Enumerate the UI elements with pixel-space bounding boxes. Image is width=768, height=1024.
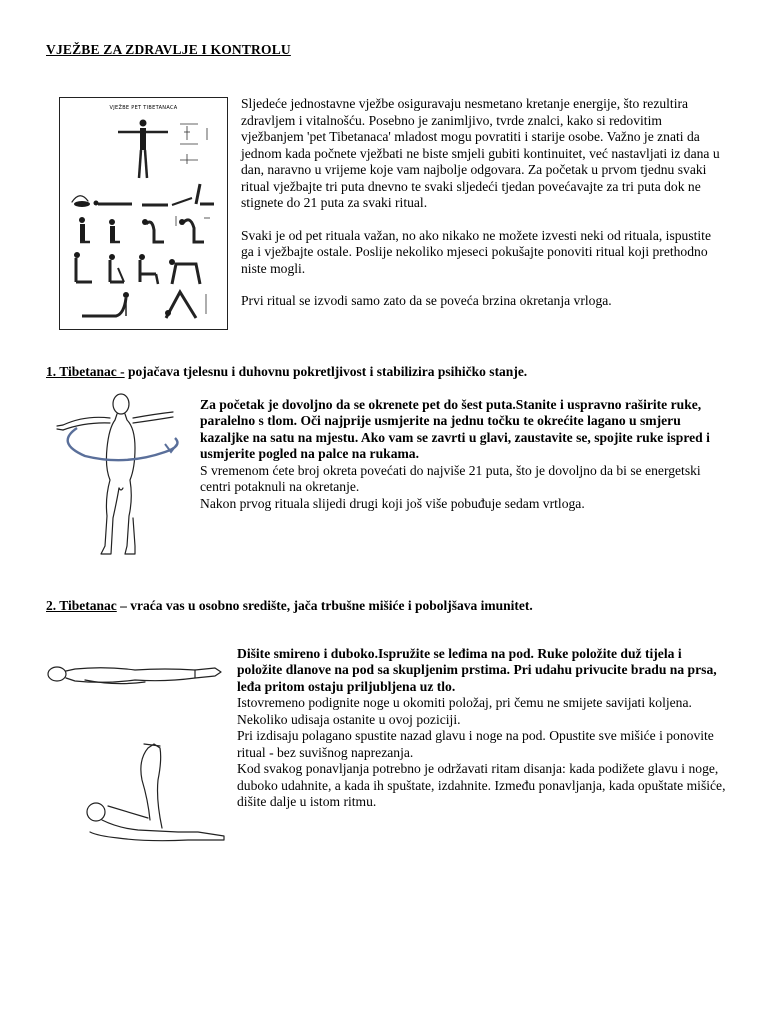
section-2-heading-text: – vraća vas u osobno središte, jača trbušne mišiće i poboljšava imunitet. bbox=[116, 598, 533, 613]
spinning-figure-illustration bbox=[55, 388, 190, 563]
section-1-text bbox=[200, 397, 720, 512]
section-2-normal-text: Istovremeno podignite noge u okomiti položaj, pri čemu ne smijete savijati koljena. Nekoliko udisaja ostanite u ovoj poziciji. Pri izdisaju polagano spustite nazad glavu i noge na pod. Opustite sve mišiće i ponovite ritual - bez suvišnog naprezanja. Kod svakog ponavljanja potrebno je održavati ritam disanja: kada podižete glavu i noge, duboko udahnite, a kada ih spuštate, izdahnite. Između ponavljanja, kada opuštate mišiće, dišite dalje u istom ritmu. bbox=[237, 695, 726, 810]
poster-title: VJEŽBE PET TIBETANACA bbox=[109, 105, 178, 111]
section-2-text bbox=[237, 646, 727, 811]
poster-figures bbox=[60, 98, 227, 329]
section-1-heading bbox=[46, 364, 736, 380]
section-1-bold-text: Za početak je dovoljno da se okrenete pet do šest puta.Stanite i uspravno raširite ruke, paralelno s tlom. Oči najprije usmjerite na jednu točku te okrećite lagano u smjeru kazaljke na satu na mjestu. Ako vam se zavrti u glavi, zaustavite se, spojite ruke ispred i usmjerite pogled na palce na rukama. bbox=[200, 397, 710, 462]
intro-paragraph-3: Prvi ritual se izvodi samo zato da se poveća brzina okretanja vrloga. bbox=[241, 293, 612, 308]
section-1-number: 1. Tibetanac - bbox=[46, 364, 125, 379]
poster-table-figures bbox=[74, 252, 200, 284]
section-1-normal-text: S vremenom ćete broj okreta povećati do najviše 21 puta, što je dovoljno da bi se energetski centri potaknuli na okretanje. Nakon prvog rituala slijedi drugi koji još više pobuđuje sedam vrtloga. bbox=[200, 462, 701, 511]
intro-paragraph-2: Svaki je od pet rituala važan, no ako nikako ne možete izvesti neki od rituala, ispustite ga i vježbajte ostale. Poslije nekoliko mjeseci pokušajte ponoviti ritual koji prethodno niste mogli. bbox=[241, 227, 711, 276]
section-2-number: 2. Tibetanac bbox=[46, 598, 117, 613]
section-1-heading-text: pojačava tjelesnu i duhovnu pokretljivost i stabilizira psihičko stanje. bbox=[124, 364, 528, 379]
legs-raised-figure-illustration bbox=[78, 740, 228, 850]
page-title: VJEŽBE ZA ZDRAVLJE I KONTROLU bbox=[46, 42, 291, 57]
poster-cobra-figures bbox=[82, 292, 206, 318]
poster-lying-figures bbox=[72, 184, 214, 207]
poster-kneeling-figures bbox=[79, 216, 210, 242]
section-2-bold-text: Dišite smireno i duboko.Ispružite se leđima na pod. Ruke položite duž tijela i položite dlanove na pod sa skupljenim prstima. Pri udahu privucite bradu na prsa, leđa pritom ostaju priljubljena uz tlo. bbox=[237, 646, 717, 694]
exercises-poster-image bbox=[59, 97, 228, 330]
intro-paragraph-1: Sljedeće jednostavne vježbe osiguravaju nesmetano kretanje energije, što rezultira zdravljem i vitalnošću. Posebno je zanimljivo, tvrde znalci, kako si redovitim vježbanjem 'pet Tibetanaca' mladost mogu povratiti i starije osobe. Važno je znati da jednom kada počnete vježbati ne biste smjeli gubiti kontinuitet, već nastavljati iz dana u dan, naravno u vrijeme koje vam najbolje odgovara. Za početak u prvom tjednu svaki ritual vježbajte tri puta dnevno te svaki sljedeći tjedan povećavajte za tri puta dok ne stignete do 21 puta za svaki ritual. bbox=[241, 96, 720, 210]
poster-standing-figure bbox=[118, 120, 168, 179]
section-2-heading bbox=[46, 598, 736, 614]
lying-figure-illustration bbox=[45, 656, 225, 696]
intro-text bbox=[241, 96, 721, 310]
